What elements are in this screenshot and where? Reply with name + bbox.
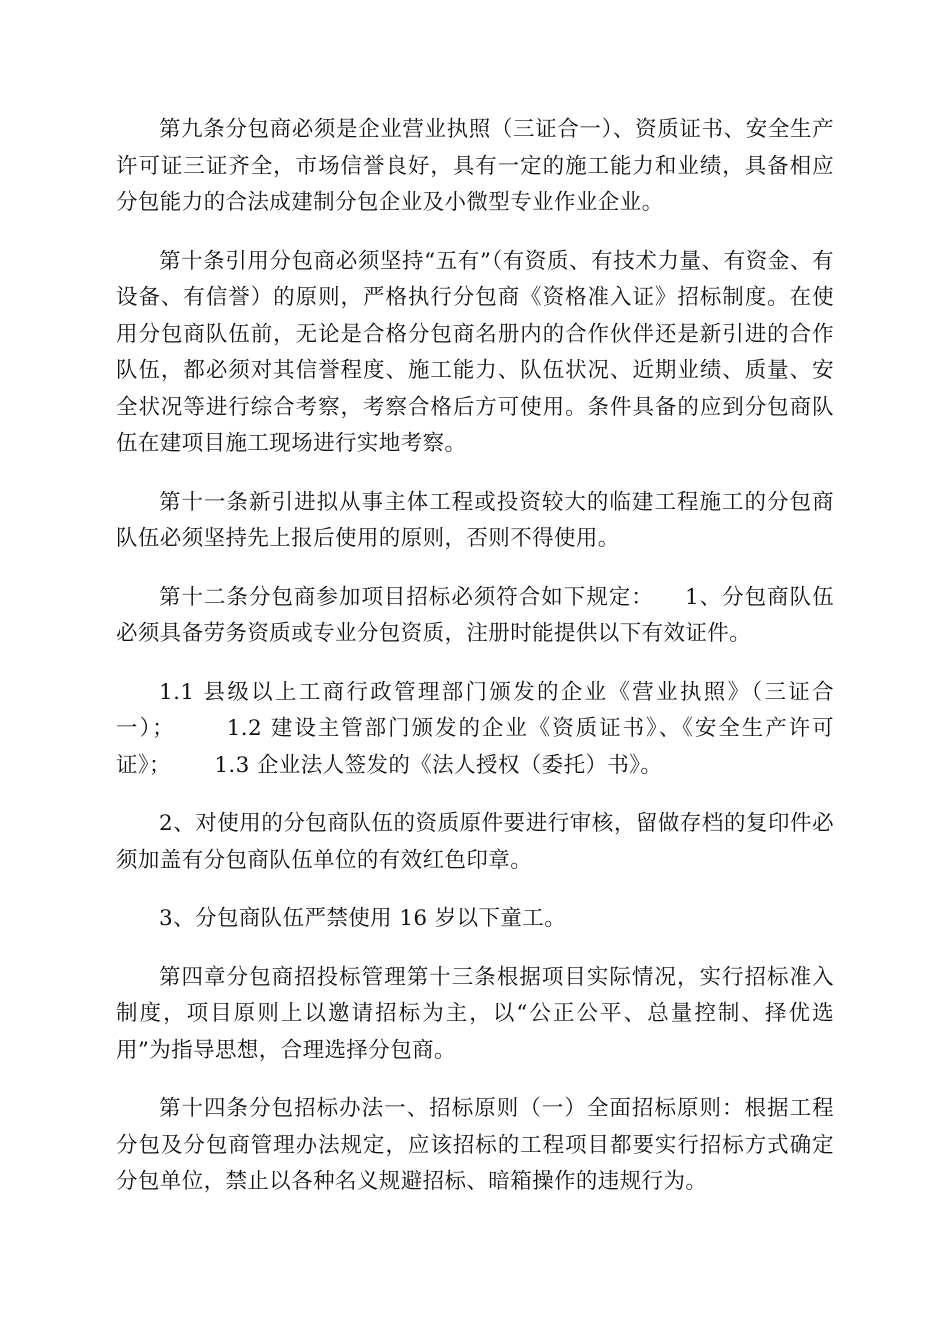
paragraph-chapter-4-article-13: 第四章分包商招投标管理第十三条根据项目实际情况，实行招标准入制度，项目原则上以邀请招标为主，以“公正公平、总量控制、择优选用”为指导思想，合理选择分包商。 <box>116 964 834 1063</box>
paragraph-article-11: 第十一条新引进拟从事主体工程或投资较大的临建工程施工的分包商队伍必须坚持先上报后使用的原则，否则不得使用。 <box>116 489 834 551</box>
paragraph-article-9: 第九条分包商必须是企业营业执照（三证合一）、资质证书、安全生产许可证三证齐全，市场信誉良好，具有一定的施工能力和业绩，具备相应分包能力的合法成建制分包企业及小微型专业作业企业。 <box>116 117 834 215</box>
document-page <box>116 112 834 1223</box>
paragraph-article-14: 第十四条分包招标办法一、招标原则（一）全面招标原则：根据工程分包及分包商管理办法规定，应该招标的工程项目都要实行招标方式确定分包单位，禁止以各种名义规避招标、暗箱操作的违规行为。 <box>116 1096 834 1194</box>
paragraph-qualification-review: 2、对使用的分包商队伍的资质原件要进行审核，留做存档的复印件必须加盖有分包商队伍单位的有效红色印章。 <box>116 811 834 873</box>
paragraph-child-labor: 3、分包商队伍严禁使用 16 岁以下童工。 <box>159 906 567 931</box>
paragraph-certificates-list: 1.1 县级以上工商行政管理部门颁发的企业《营业执照》（三证合一）； 1.2 建设主管部门颁发的企业《资质证书》、《安全生产许可证》； 1.3 企业法人签发的《法人授权（委托）书》。 <box>116 679 834 778</box>
paragraph-article-10: 第十条引用分包商必须坚持“五有”（有资质、有技术力量、有资金、有设备、有信誉）的原则，严格执行分包商《资格准入证》招标制度。在使用分包商队伍前，无论是合格分包商名册内的合作伙伴还是新引进的合作队伍，都必须对其信誉程度、施工能力、队伍状况、近期业绩、质量、安全状况等进行综合考察，考察合格后方可使用。条件具备的应到分包商队伍在建项目施工现场进行实地考察。 <box>116 248 834 456</box>
paragraph-article-12: 第十二条分包商参加项目招标必须符合如下规定： 1、分包商队伍必须具备劳务资质或专业分包资质，注册时能提供以下有效证件。 <box>116 584 834 646</box>
